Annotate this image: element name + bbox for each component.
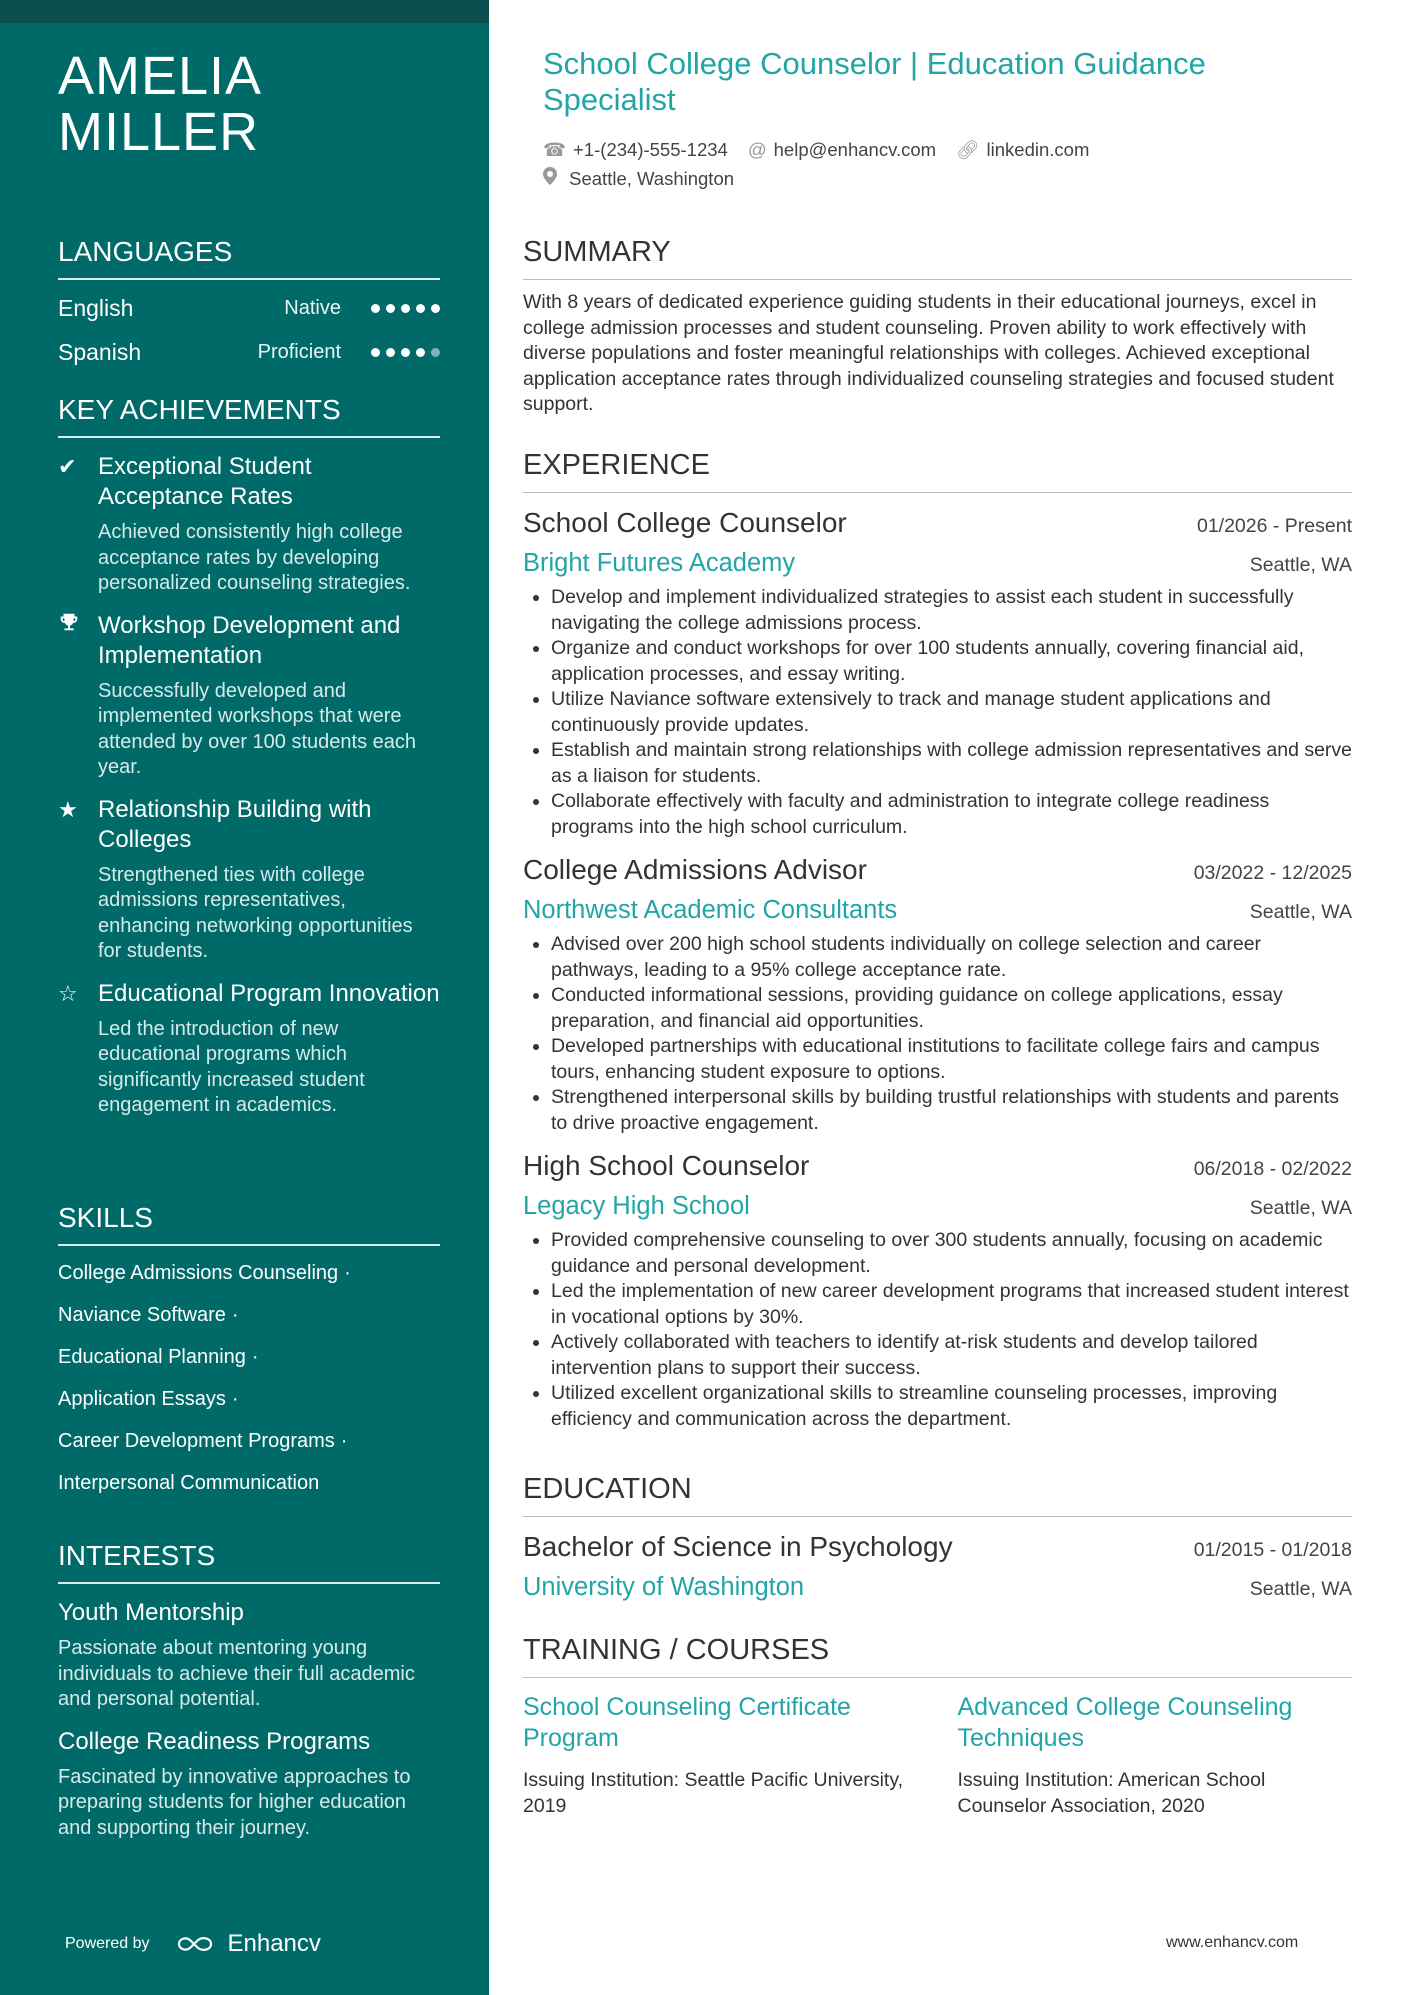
language-row [58,336,440,368]
degree-title: Bachelor of Science in Psychology [523,1531,953,1562]
location-contact: Seattle, Washington [543,167,734,190]
education-entry [523,1527,1352,1607]
rating-dot [401,304,410,313]
job-dates: 06/2018 - 02/2022 [1193,1158,1352,1180]
phone-contact[interactable]: ☎ +1-(234)-555-1234 [543,139,728,160]
education-section [523,1473,1352,1607]
footer-url[interactable]: www.enhancv.com [1166,1934,1299,1951]
job-location: Seattle, WA [1249,554,1352,576]
bullet-item: • Organize and conduct workshops for over 100 students annually, covering financial aid, application processes, and essay writing. [551,636,1352,687]
job-company: Legacy High School [523,1192,750,1220]
skill-item: Application Essays · [58,1388,239,1410]
rating-dot [431,304,440,313]
rating-dot [386,304,395,313]
rating-dot [386,348,395,357]
summary-text: With 8 years of dedicated experience guiding students in their educational journeys, excel in college admission processes and student counseling. Proven ability to work effectively with diverse populations and foster meaningful relationships with colleges. Achieved exceptional application acceptance rates through individualized counseling strategies and focused student support. [523,291,1334,415]
course-desc: Issuing Institution: American School Counselor Association, 2020 [957,1769,1266,1817]
language-rating [371,348,440,357]
skill-item: Naviance Software · [58,1304,239,1326]
bullet-item: • Provided comprehensive counseling to over 300 students annually, focusing on academic guidance and personal development. [551,1228,1352,1279]
achievement-title: Workshop Development and Implementation [98,611,401,669]
achievement-desc: Achieved consistently high college acceptance rates by developing personalized counseling strategies. [98,521,411,594]
bullet-item: • Strengthened interpersonal skills by building trustful relationships with students and parents to drive proactive engagement. [551,1085,1352,1136]
sidebar [0,0,489,1995]
rating-dot [416,348,425,357]
language-rating [371,304,440,313]
job-entry [523,503,1352,840]
interests-heading: INTERESTS [58,1540,440,1584]
star-icon: ★ [58,796,78,822]
interest-desc: Passionate about mentoring young individuals to achieve their full academic and personal potential. [58,1637,415,1710]
skill-item: Career Development Programs · [58,1430,348,1452]
enhancv-logo[interactable] [176,1930,321,1958]
bullet-item: • Led the implementation of new career development programs that increased student interest in vocational options by 30%. [551,1279,1352,1330]
linkedin-contact[interactable]: 🔗︎ linkedin.com [956,139,1090,160]
job-bullets [523,1228,1352,1432]
phone-icon: ☎ [543,139,567,160]
skill-item: College Admissions Counseling · [58,1262,351,1284]
job-dates: 01/2026 - Present [1196,515,1352,537]
language-level: Native [284,296,341,319]
name-last: MILLER [58,102,260,162]
achievement-item [58,452,440,597]
job-entry [523,1146,1352,1432]
achievements-section [58,394,440,1119]
education-dates: 01/2015 - 01/2018 [1193,1539,1352,1561]
bullet-item: • Establish and maintain strong relationships with college admission representatives and serve as a liaison for students. [551,738,1352,789]
language-name: English [58,294,134,321]
bullet-item: • Collaborate effectively with faculty and administration to integrate college readiness programs into the high school curriculum. [551,789,1352,840]
course-title: School Counseling Certificate Program [523,1693,851,1752]
job-location: Seattle, WA [1249,1197,1352,1219]
bullet-item: • Developed partnerships with educational institutions to facilitate college fairs and campus tours, enhancing student exposure to options. [551,1034,1352,1085]
language-row [58,292,440,324]
job-dates: 03/2022 - 12/2025 [1193,862,1352,884]
achievement-title: Educational Program Innovation [98,979,440,1007]
languages-heading: LANGUAGES [58,236,440,280]
headline: School College Counselor | Education Guidance Specialist [543,46,1206,117]
languages-section [58,236,440,368]
course-desc: Issuing Institution: Seattle Pacific University, 2019 [523,1769,904,1817]
bullet-item: • Develop and implement individualized strategies to assist each student in successfully navigating the college admissions process. [551,585,1352,636]
bullet-item: • Conducted informational sessions, providing guidance on college applications, essay preparation, and financial aid opportunities. [551,983,1352,1034]
experience-section [523,449,1352,1432]
powered-by [65,1930,321,1958]
education-heading: EDUCATION [523,1473,1352,1517]
achievement-desc: Strengthened ties with college admissions representatives, enhancing networking opportunities for students. [98,863,413,962]
email-contact[interactable]: @ help@enhancv.com [747,139,937,160]
language-level: Proficient [257,340,341,363]
bullet-item: • Advised over 200 high school students individually on college selection and career pathways, leading to a 95% college acceptance rate. [551,932,1352,983]
interests-section [58,1540,440,1841]
skill-item: Interpersonal Communication [58,1472,320,1494]
job-bullets [523,585,1352,840]
powered-by-label: Powered by [65,1935,150,1952]
bullet-item: • Utilized excellent organizational skills to streamline counseling processes, improving efficiency and communication across the department. [551,1381,1352,1432]
summary-section [523,236,1352,418]
enhancv-logo-icon [176,1933,220,1955]
bullet-item: • Utilize Naviance software extensively to track and manage student applications and continuously provide updates. [551,687,1352,738]
bullet-item: • Actively collaborated with teachers to identify at-risk students and develop tailored intervention plans to support their success. [551,1330,1352,1381]
job-title: College Admissions Advisor [523,854,867,885]
rating-dot [416,304,425,313]
summary-heading: SUMMARY [523,236,1352,280]
job-entry [523,850,1352,1136]
course-item [523,1692,918,1819]
job-bullets [523,932,1352,1136]
skills-section [58,1202,440,1504]
rating-dot [371,348,380,357]
job-title: School College Counselor [523,507,847,538]
school-location: Seattle, WA [1249,1578,1352,1600]
rating-dot [401,348,410,357]
school-name: University of Washington [523,1573,805,1601]
location-pin-icon [543,168,562,189]
star-outline-icon: ☆ [58,980,78,1006]
interest-desc: Fascinated by innovative approaches to preparing students for higher education and supporting their journey. [58,1765,411,1839]
achievement-title: Relationship Building with Colleges [98,795,372,853]
achievement-item [58,979,440,1119]
achievement-desc: Led the introduction of new educational programs which significantly increased student engagement in academics. [98,1017,365,1116]
experience-heading: EXPERIENCE [523,449,1352,493]
link-icon: 🔗︎ [956,139,980,160]
job-title: High School Counselor [523,1150,810,1181]
course-title: Advanced College Counseling Techniques [957,1693,1293,1752]
enhancv-logo-text: Enhancv [227,1930,321,1957]
job-company: Northwest Academic Consultants [523,896,898,924]
interest-title: Youth Mentorship [58,1599,244,1626]
training-section [523,1634,1352,1819]
course-item [958,1692,1353,1819]
candidate-name [58,48,262,160]
skills-heading: SKILLS [58,1202,440,1246]
contact-info [543,136,1089,192]
check-icon: ✔ [58,454,77,479]
rating-dot-empty [431,348,440,357]
achievements-heading: KEY ACHIEVEMENTS [58,394,440,438]
at-icon: @ [747,139,767,160]
achievement-title: Exceptional Student Acceptance Rates [98,453,312,510]
training-heading: TRAINING / COURSES [523,1634,1352,1678]
skill-item: Educational Planning · [58,1346,259,1368]
name-first: AMELIA [58,46,263,106]
job-company: Bright Futures Academy [523,549,796,577]
interest-title: College Readiness Programs [58,1727,371,1755]
achievement-desc: Successfully developed and implemented workshops that were attended by over 100 students each year. [98,679,417,778]
sidebar-top-bar [0,0,489,23]
language-name: Spanish [58,338,142,365]
rating-dot [371,304,380,313]
achievement-item [58,795,440,965]
trophy-icon [58,611,98,781]
achievement-item [58,611,440,781]
job-location: Seattle, WA [1249,901,1352,923]
